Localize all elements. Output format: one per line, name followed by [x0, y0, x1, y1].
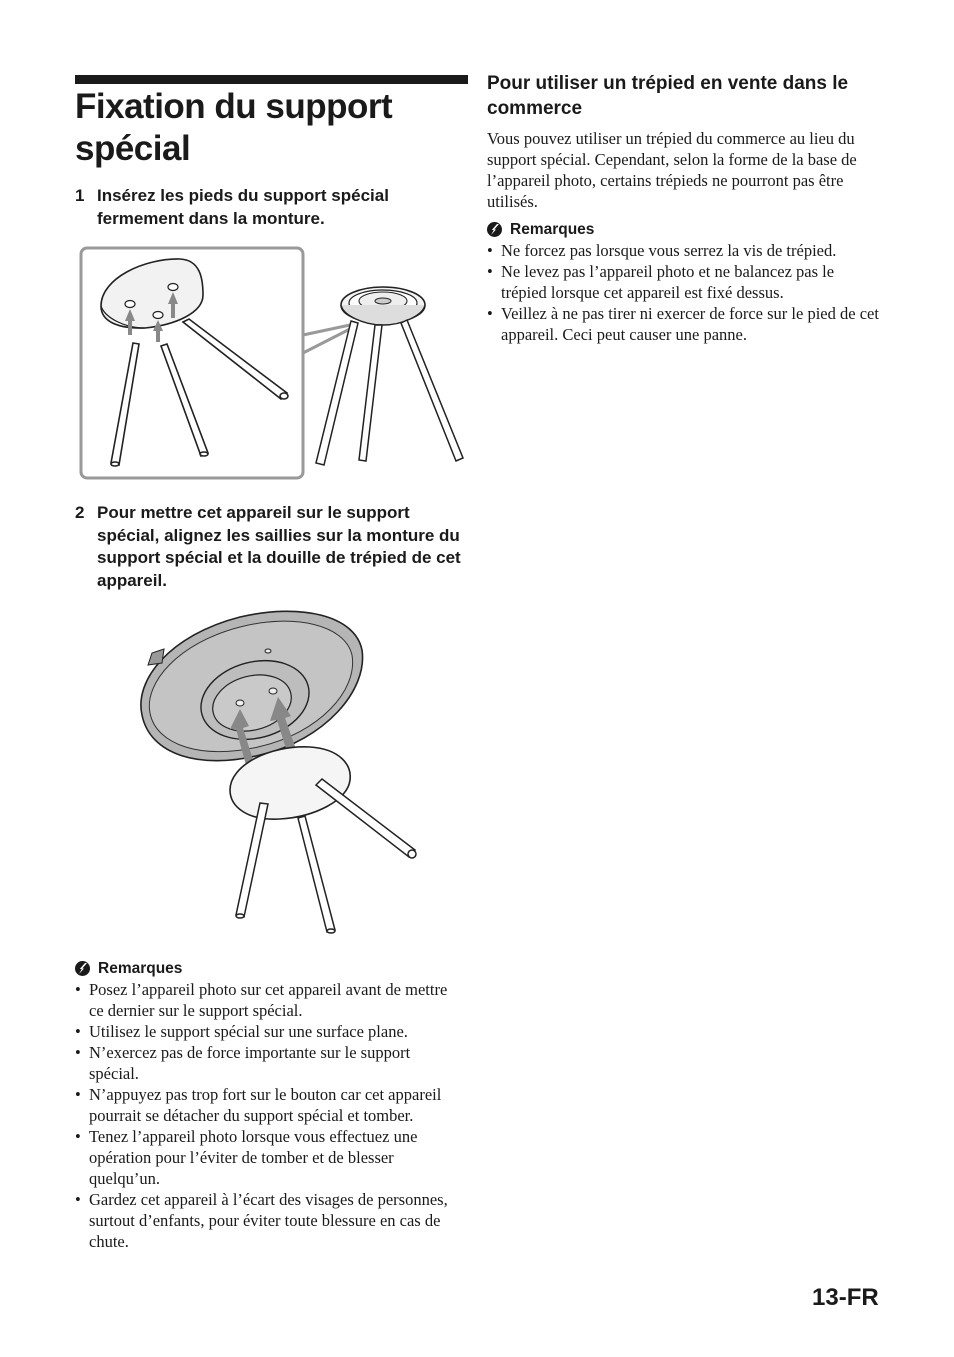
list-item: • Posez l’appareil photo sur cet appareil avant de mettre ce dernier sur le support spécial. — [75, 979, 460, 1021]
step-1-text: Insérez les pieds du support spécial fermement dans la monture. — [97, 186, 389, 228]
right-notes-heading — [487, 219, 882, 240]
left-notes-heading — [75, 958, 460, 979]
list-item: • N’exercez pas de force importante sur le support spécial. — [75, 1042, 460, 1084]
assembled-stand — [316, 287, 463, 465]
right-notes-list — [487, 240, 882, 345]
title-rule — [75, 75, 468, 84]
list-item: • N’appuyez pas trop fort sur le bouton car cet appareil pourrait se détacher du support spécial et tomber. — [75, 1084, 460, 1126]
stand-legs — [230, 747, 416, 933]
step-2 — [75, 502, 465, 592]
list-item: • Ne forcez pas lorsque vous serrez la vis de trépied. — [487, 240, 882, 261]
right-notes-heading-text: Remarques — [510, 221, 595, 238]
page-title: Fixation du support spécial — [75, 87, 393, 168]
list-item: • Utilisez le support spécial sur une surface plane. — [75, 1021, 460, 1042]
list-item: • Veillez à ne pas tirer ni exercer de force sur le pied de cet appareil. Ceci peut causer une panne. — [487, 303, 882, 345]
device-mount-illustration — [130, 605, 430, 945]
caution-icon — [75, 961, 90, 976]
section-paragraph: Vous pouvez utiliser un trépied du commerce au lieu du support spécial. Cependant, selon la forme de la base de l’appareil photo, certains trépieds ne pourront pas être utilisés. — [487, 129, 857, 211]
device-base — [141, 611, 363, 760]
step-1 — [75, 185, 420, 230]
page-number: 13-FR — [812, 1284, 879, 1311]
left-notes-heading-text: Remarques — [98, 960, 183, 977]
caution-icon — [487, 222, 502, 237]
list-item: • Ne levez pas l’appareil photo et ne balancez pas le trépied lorsque cet appareil est fixé dessus. — [487, 261, 882, 303]
left-notes — [75, 958, 460, 1252]
left-notes-list — [75, 979, 460, 1252]
step-1-number: 1 — [75, 186, 85, 205]
leg-insertion-illustration — [75, 243, 470, 483]
step-2-text: Pour mettre cet appareil sur le support spécial, alignez les saillies sur la monture du support spécial et la douille de trépied de cet appareil. — [97, 503, 461, 590]
list-item: • Tenez l’appareil photo lorsque vous effectuez une opération pour l’éviter de tomber et de blesser quelqu’un. — [75, 1126, 460, 1189]
list-item: • Gardez cet appareil à l’écart des visages de personnes, surtout d’enfants, pour éviter toute blessure en cas de chute. — [75, 1189, 460, 1252]
right-notes — [487, 219, 882, 345]
step-2-number: 2 — [75, 503, 85, 522]
section-heading: Pour utiliser un trépied en vente dans le commerce — [487, 73, 849, 119]
